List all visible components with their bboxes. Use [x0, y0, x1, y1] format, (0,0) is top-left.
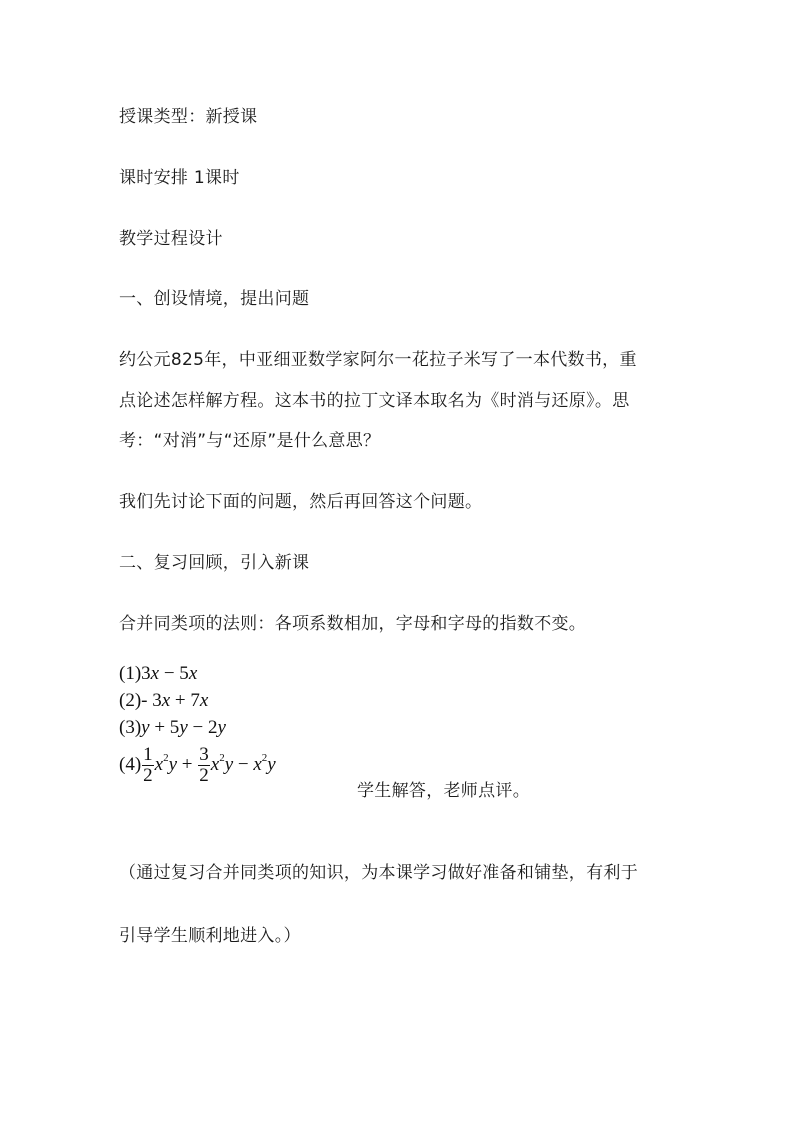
paragraph1-line3: 考：“对消”与“还原”是什么意思？ [119, 431, 381, 451]
exercise-3: (3)y + 5y − 2y [119, 717, 226, 738]
schedule-line: 课时安排 1课时 [119, 168, 240, 188]
like-terms-rule: 合并同类项的法则：各项系数相加，字母和字母的指数不变。 [119, 614, 587, 634]
note-line1: （通过复习合并同类项的知识，为本课学习做好准备和铺垫，有利于 [119, 863, 638, 883]
exercise-2: (2)- 3x + 7x [119, 690, 209, 711]
section1-title: 一、创设情境，提出问题 [119, 289, 310, 309]
student-answer-note: 学生解答，老师点评。 [357, 781, 530, 801]
note-line2: 引导学生顺利地进入。） [119, 926, 301, 946]
paragraph2: 我们先讨论下面的问题，然后再回答这个问题。 [119, 492, 483, 512]
fraction-three-halves: $\frac{3}{2}$ [199, 744, 209, 786]
exercise-4: (4) $\frac{1}{2}$ $x^2y$ + $\frac{3}{2}$ $x^2y - x^2y$ [119, 744, 276, 786]
section2-title: 二、复习回顾，引入新课 [119, 553, 310, 573]
lesson-type-line: 授课类型：新授课 [119, 107, 258, 127]
paragraph1-line1: 约公元825年，中亚细亚数学家阿尔一花拉子米写了一本代数书，重 [119, 350, 637, 370]
exercise-1: (1)3x − 5x [119, 663, 198, 684]
fraction-one-half: $\frac{1}{2}$ [143, 744, 153, 786]
paragraph1-line2: 点论述怎样解方程。这本书的拉丁文译本取名为《时消与还原》。思 [119, 391, 630, 411]
process-title: 教学过程设计 [119, 229, 223, 249]
